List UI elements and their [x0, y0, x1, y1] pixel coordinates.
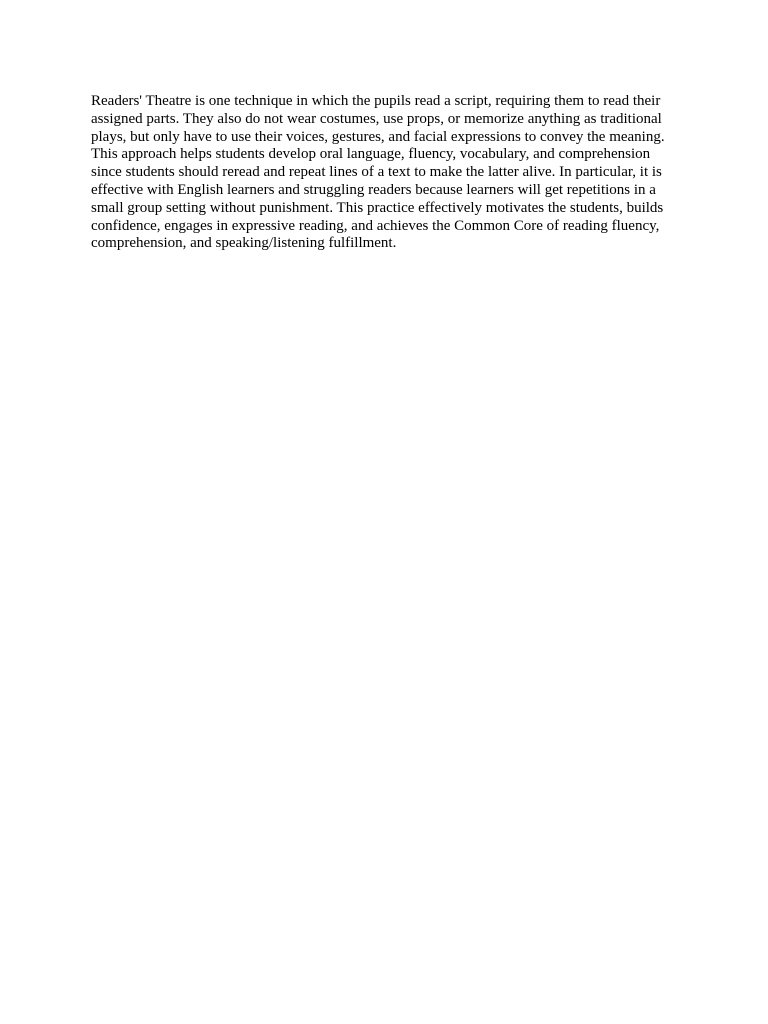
body-paragraph — [91, 93, 677, 253]
paragraph-line: This approach helps students develop oral language, fluency, vocabulary, and comprehension — [91, 146, 651, 163]
paragraph-line: effective with English learners and struggling readers because learners will get repetitions in a — [91, 181, 656, 198]
paragraph-line: assigned parts. They also do not wear costumes, use props, or memorize anything as traditional — [91, 110, 662, 127]
paragraph-line: confidence, engages in expressive reading, and achieves the Common Core of reading fluency, — [91, 217, 660, 234]
paragraph-line: plays, but only have to use their voices, gestures, and facial expressions to convey the meaning. — [91, 128, 665, 145]
paragraph-line: small group setting without punishment. This practice effectively motivates the students, builds — [91, 199, 664, 216]
paragraph-line: since students should reread and repeat lines of a text to make the latter alive. In particular, it is — [91, 164, 662, 181]
paragraph-line: comprehension, and speaking/listening fulfillment. — [91, 235, 397, 252]
paragraph-line: Readers' Theatre is one technique in which the pupils read a script, requiring them to read their — [91, 93, 661, 109]
